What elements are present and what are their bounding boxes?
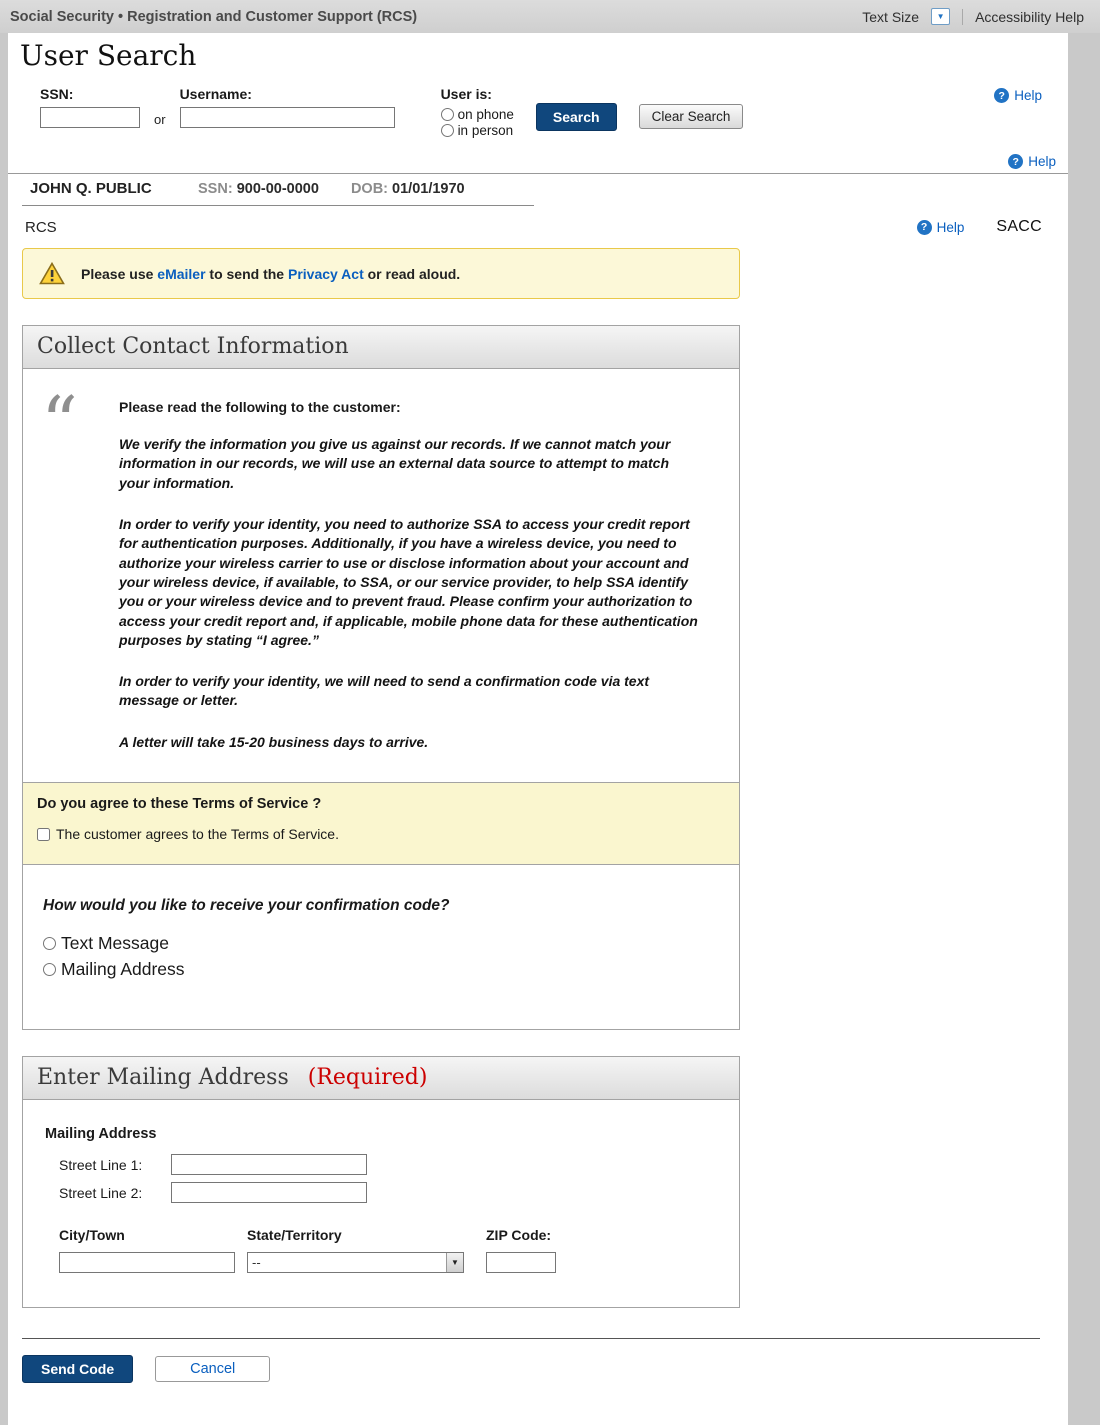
username-label: Username: [179, 86, 252, 102]
main-content [8, 33, 1068, 1425]
quote-icon: “ [41, 381, 78, 465]
search-row [40, 86, 1040, 139]
mailing-header-title: Enter Mailing Address [37, 1065, 289, 1091]
dob-field-label: DOB: [350, 181, 388, 197]
accessibility-help-link[interactable]: Accessibility Help [975, 8, 1084, 25]
customer-script-block [23, 369, 739, 782]
mailing-address-group-label: Mailing Address [45, 1126, 157, 1143]
warning-icon [39, 262, 65, 285]
help-label: Help [1014, 88, 1042, 103]
search-button[interactable]: Search [536, 103, 617, 131]
state-label: State/Territory [247, 1227, 342, 1244]
text-message-radio[interactable] [43, 937, 56, 950]
confirmation-code-block [23, 865, 739, 1029]
text-message-option[interactable] [43, 933, 725, 954]
cancel-button[interactable]: Cancel [155, 1356, 270, 1382]
on-phone-radio[interactable] [441, 108, 454, 121]
divider [22, 1338, 1040, 1339]
text-message-label: Text Message [61, 933, 169, 954]
zip-field [486, 1227, 556, 1273]
zip-label: ZIP Code: [486, 1227, 552, 1244]
script-paragraph-2: In order to verify your identity, you need to authorize SSA to access your credit report for authentication purposes. Additionally, if you have a wireless device, you need to authorize your wireless carrier to use or disclose information about your account and your wireless device, if available, to SSA, or our service provider, to help SSA identify you or your wireless device and to prevent fraud. Please confirm your authorization to access your credit report and, if applicable, mobile phone data for these authentication purposes by stating “I agree.” [119, 515, 698, 648]
chevron-down-icon: ▼ [451, 1257, 459, 1267]
street1-row [59, 1154, 725, 1175]
emailer-link[interactable]: eMailer [157, 265, 206, 282]
chevron-down-icon: ▼ [936, 11, 945, 21]
user-is-in-person-option[interactable] [441, 123, 514, 138]
warning-text-before: Please use [81, 265, 154, 282]
question-circle-icon: ? [917, 220, 932, 235]
city-input[interactable] [59, 1252, 235, 1273]
state-select-value: -- [252, 1255, 261, 1271]
divider [962, 9, 963, 25]
user-info-strip [22, 174, 534, 206]
text-size-label: Text Size [862, 8, 920, 25]
user-ssn [198, 181, 319, 197]
text-size-dropdown[interactable] [931, 8, 950, 25]
select-dropdown-button[interactable] [446, 1253, 463, 1272]
ssn-value: 900-00-0000 [236, 181, 319, 197]
on-phone-label: on phone [457, 107, 514, 122]
terms-of-service-block [23, 782, 739, 865]
top-bar [0, 0, 1100, 33]
confirmation-question: How would you like to receive your confirmation code? [43, 897, 450, 915]
warning-text-after: or read aloud. [367, 265, 461, 282]
state-field [247, 1227, 464, 1273]
dob-value: 01/01/1970 [392, 181, 465, 197]
mailing-address-option[interactable] [43, 959, 725, 980]
user-is-on-phone-option[interactable] [441, 107, 514, 122]
user-is-group [441, 86, 514, 139]
help-link-rcs[interactable] [917, 220, 965, 235]
username-input[interactable] [180, 107, 395, 128]
city-label: City/Town [59, 1227, 125, 1244]
question-circle-icon: ? [994, 88, 1009, 103]
script-text [99, 393, 703, 758]
collect-contact-section [22, 325, 740, 1030]
rcs-right-links [917, 218, 1042, 236]
warning-message [81, 266, 460, 282]
street2-label: Street Line 2: [59, 1184, 143, 1201]
page-title: User Search [20, 39, 197, 72]
clear-search-button[interactable]: Clear Search [639, 104, 744, 129]
warning-text-middle: to send the [209, 265, 285, 282]
tos-agree-label: The customer agrees to the Terms of Service. [56, 826, 339, 843]
question-circle-icon: ? [1008, 154, 1023, 169]
rcs-label: RCS [25, 218, 57, 236]
script-paragraph-4: A letter will take 15-20 business days to arrive. [119, 733, 429, 750]
help-link-results[interactable] [1008, 154, 1056, 169]
help-link-search[interactable] [994, 88, 1042, 103]
zip-input[interactable] [486, 1252, 556, 1273]
state-select[interactable] [247, 1252, 464, 1273]
street1-label: Street Line 1: [59, 1156, 143, 1173]
collect-contact-body [22, 369, 740, 1030]
username-field [180, 86, 395, 128]
user-search-form [8, 78, 1068, 174]
required-indicator: (Required) [307, 1065, 428, 1091]
read-intro: Please read the following to the customer: [119, 399, 401, 415]
street2-input[interactable] [171, 1182, 367, 1203]
tos-agree-checkbox[interactable] [37, 828, 50, 841]
collect-contact-header: Collect Contact Information [22, 325, 740, 369]
user-is-label: User is: [440, 86, 492, 102]
script-paragraph-1: We verify the information you give us against our records. If we cannot match your information in our records, we will use an external data source to attempt to match your information. [119, 436, 671, 491]
mailing-address-radio[interactable] [43, 963, 56, 976]
city-field [59, 1227, 235, 1273]
ssn-input[interactable] [40, 107, 140, 128]
in-person-label: in person [457, 123, 514, 138]
or-label: or [154, 112, 166, 127]
mailing-address-section [22, 1056, 740, 1308]
street1-input[interactable] [171, 1154, 367, 1175]
ssn-field [40, 86, 140, 128]
city-state-zip-row [59, 1227, 725, 1273]
help-label: Help [936, 219, 965, 235]
mailing-address-header [22, 1056, 740, 1100]
ssn-label: SSN: [40, 86, 74, 102]
mailing-address-label: Mailing Address [61, 959, 185, 980]
app-title: Social Security • Registration and Customer Support (RCS) [10, 8, 418, 25]
rcs-row [8, 206, 1068, 238]
tos-agree-option[interactable] [37, 826, 725, 842]
script-paragraph-3: In order to verify your identity, we will need to send a confirmation code via text message or letter. [119, 673, 650, 709]
help-label: Help [1028, 154, 1056, 169]
in-person-radio[interactable] [441, 124, 454, 137]
privacy-act-link[interactable]: Privacy Act [287, 265, 364, 282]
user-name: JOHN Q. PUBLIC [30, 180, 152, 197]
sacc-link[interactable]: SACC [996, 218, 1042, 235]
user-dob [351, 181, 465, 197]
privacy-warning-banner [22, 248, 740, 299]
mailing-address-body [22, 1100, 740, 1308]
ssn-field-label: SSN: [198, 181, 233, 197]
tos-question: Do you agree to these Terms of Service ? [37, 796, 322, 813]
action-buttons [22, 1355, 1068, 1425]
send-code-button[interactable]: Send Code [22, 1355, 133, 1383]
street2-row [59, 1182, 725, 1203]
top-bar-controls [862, 8, 1084, 25]
